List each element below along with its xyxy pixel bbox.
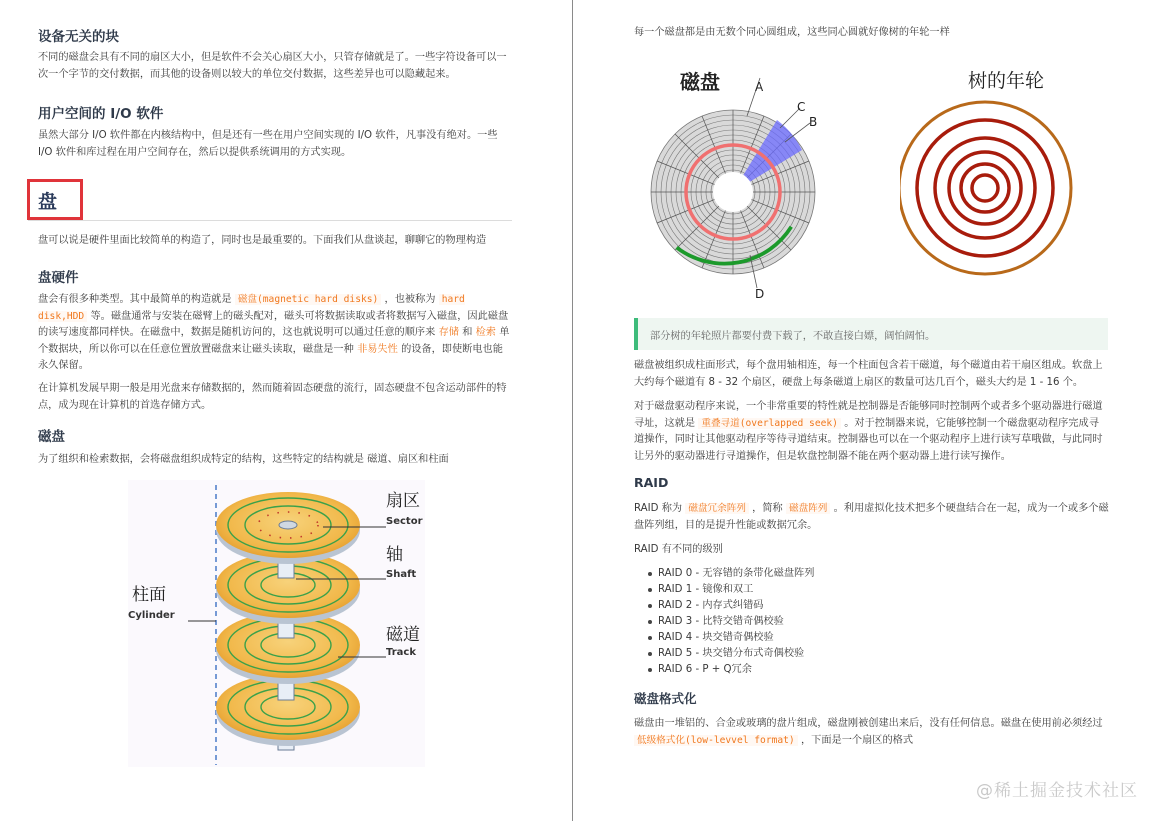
- label-sector-cn: 扇区: [386, 491, 420, 511]
- label-track-en: Track: [386, 647, 416, 658]
- platter-label-d: D: [755, 287, 765, 301]
- section-paragraph: 不同的磁盘会具有不同的扇区大小，但是软件不会关心扇区大小，只管存储就是了。一些字符设备可以一次一个字节的交付数据，而其他的设备则以较大的单位交付数据，这些差异也可以隐藏起来。: [38, 52, 507, 80]
- raid-levels-intro: RAID 有不同的级别: [634, 544, 723, 555]
- platter-title: 磁盘: [680, 70, 720, 94]
- tree-rings-diagram: [900, 60, 1100, 305]
- section-paragraph: 虽然大部分 I/O 软件都在内核结构中，但是还有一些在用户空间实现的 I/O 软件，凡事没有绝对。一些 I/O 软件和库过程在用户空间存在，然后以提供系统调用的方式实现。: [38, 130, 498, 158]
- platter-diagram: [635, 60, 855, 305]
- text: 和: [462, 327, 473, 338]
- inline-code: 重叠寻道(overlapped seek): [698, 418, 841, 429]
- list-item: RAID 6 - P + Q冗余: [658, 662, 814, 678]
- list-item: RAID 5 - 块交错分布式奇偶校验: [658, 646, 814, 662]
- label-cylinder-cn: 柱面: [132, 585, 166, 605]
- chapter-intro: 盘可以说是硬件里面比较简单的构造了，同时也是最重要的。下面我们从盘谈起，聊聊它的物理构造: [38, 235, 487, 246]
- text: 的设备，即使断电也能永久保留。: [38, 343, 503, 371]
- raid-paragraph: [634, 501, 1109, 534]
- label-cylinder-en: Cylinder: [128, 610, 175, 621]
- platter-label-c: C: [797, 100, 806, 114]
- list-item: RAID 4 - 块交错奇偶校验: [658, 630, 814, 646]
- label-track-cn: 磁道: [386, 625, 420, 645]
- blockquote: [634, 318, 1108, 350]
- highlight-term: 检索: [475, 327, 496, 338]
- disk-platter-figure: [635, 60, 855, 305]
- text: 单个数据块，所以你可以在任意位置放置磁盘来让磁头读取，磁盘是一种: [38, 327, 510, 355]
- section-heading-device-independent-block: 设备无关的块: [38, 29, 119, 45]
- platter-label-a: A: [755, 80, 764, 94]
- rings-title: 树的年轮: [968, 70, 1045, 92]
- hardware-paragraph: [38, 292, 513, 375]
- text: ，也被称为: [384, 294, 436, 305]
- chapter-title: 盘: [38, 191, 58, 213]
- left-page: [0, 0, 572, 821]
- text: 盘会有很多种类型。其中最简单的构造就是: [38, 294, 232, 305]
- platter-label-b: B: [809, 115, 818, 129]
- text: 。对于控制器来说，它能够控制一个磁盘驱动程序完成寻道操作，同时让其他驱动程序等待寻道结束。控制器也可以在一个驱动程序上进行读写草哦做，与此同时让另外的驱动器进行寻道操作，但是软盘控制器不能在两个驱动器上进行读写操作。: [634, 417, 1103, 462]
- text: 。利用虚拟化技术把多个硬盘结合在一起，成为一个或多个磁盘阵列组，目的是提升性能或数据冗余。: [634, 503, 1109, 531]
- highlight-term: 非易失性: [357, 343, 398, 355]
- inline-code: 磁盘阵列: [786, 503, 830, 514]
- list-item: RAID 1 - 镜像和双工: [658, 582, 814, 598]
- section-heading-magnetic-disk: 磁盘: [38, 429, 65, 445]
- highlight-term: 存储: [438, 327, 459, 338]
- text: ，简称: [752, 503, 783, 514]
- blockquote-text: 部分树的年轮照片都要付费下载了，不敢直接白嫖，阔怕阔怕。: [650, 331, 936, 342]
- label-shaft-en: Shaft: [386, 569, 417, 580]
- overlapped-seek-paragraph: [634, 399, 1109, 465]
- text: 等。磁盘通常与安装在磁臂上的磁头配对，磁头可将数据读取或者将数据写入磁盘，因此磁盘的读写速度都同样快。在磁盘中，数据是随机访问的，这也就说明可以通过任意的顺序来: [38, 310, 509, 338]
- disk-stack-figure: [128, 480, 425, 767]
- inline-code: 磁盘(magnetic hard disks): [235, 294, 381, 305]
- tree-rings-figure: [900, 60, 1100, 305]
- rings-intro: 每一个磁盘都是由无数个同心圆组成，这些同心圆就好像树的年轮一样: [634, 27, 950, 38]
- section-heading-disk-format: 磁盘格式化: [634, 691, 697, 706]
- list-item: RAID 0 - 无容错的条带化磁盘阵列: [658, 566, 814, 582]
- label-sector-en: Sector: [386, 516, 423, 527]
- disk-stack-illustration: [128, 480, 425, 767]
- chapter-divider: [28, 220, 512, 221]
- format-paragraph: [634, 716, 1109, 749]
- watermark: @稀土掘金技术社区: [976, 781, 1138, 801]
- list-item: RAID 3 - 比特交错奇偶校验: [658, 614, 814, 630]
- text: RAID 称为: [634, 503, 683, 514]
- text: 对于磁盘驱动程序来说，一个非常重要的特性就是控制器是否能够同时控制两个或者多个驱动器进行磁道寻址，这就是: [634, 401, 1103, 429]
- section-heading-disk-hardware: 盘硬件: [38, 270, 79, 286]
- raid-levels-list: [658, 566, 814, 678]
- cylinder-paragraph: 磁盘被组织成柱面形式，每个盘用轴相连，每一个柱面包含若干磁道，每个磁道由若干扇区组成。软盘上大约每个磁道有 8 - 32 个扇区，硬盘上每条磁道上扇区的数量可达几百个，磁头大约是 1 - 16 个。: [634, 360, 1103, 388]
- inline-code: hard disk,HDD: [38, 294, 465, 322]
- section-heading-raid: RAID: [634, 475, 669, 490]
- disk-paragraph: 为了组织和检索数据，会将磁盘组织成特定的结构，这些特定的结构就是 磁道、扇区和柱面: [38, 454, 449, 465]
- label-shaft-cn: 轴: [386, 545, 403, 565]
- section-heading-user-space-io: 用户空间的 I/O 软件: [38, 106, 164, 122]
- text: ，下面是一个扇区的格式: [800, 734, 914, 746]
- inline-code: 磁盘冗余阵列: [685, 503, 749, 514]
- text: 磁盘由一堆铝的、合金或玻璃的盘片组成，磁盘刚被创建出来后，没有任何信息。磁盘在使用前必须经过: [634, 718, 1103, 729]
- hardware-paragraph-2: 在计算机发展早期一般是用光盘来存储数据的，然而随着固态硬盘的流行，固态硬盘不包含运动部件的特点，成为现在计算机的首选存储方式。: [38, 383, 507, 411]
- list-item: RAID 2 - 内存式纠错码: [658, 598, 814, 614]
- inline-code: 低级格式化(low-levvel format): [634, 735, 798, 746]
